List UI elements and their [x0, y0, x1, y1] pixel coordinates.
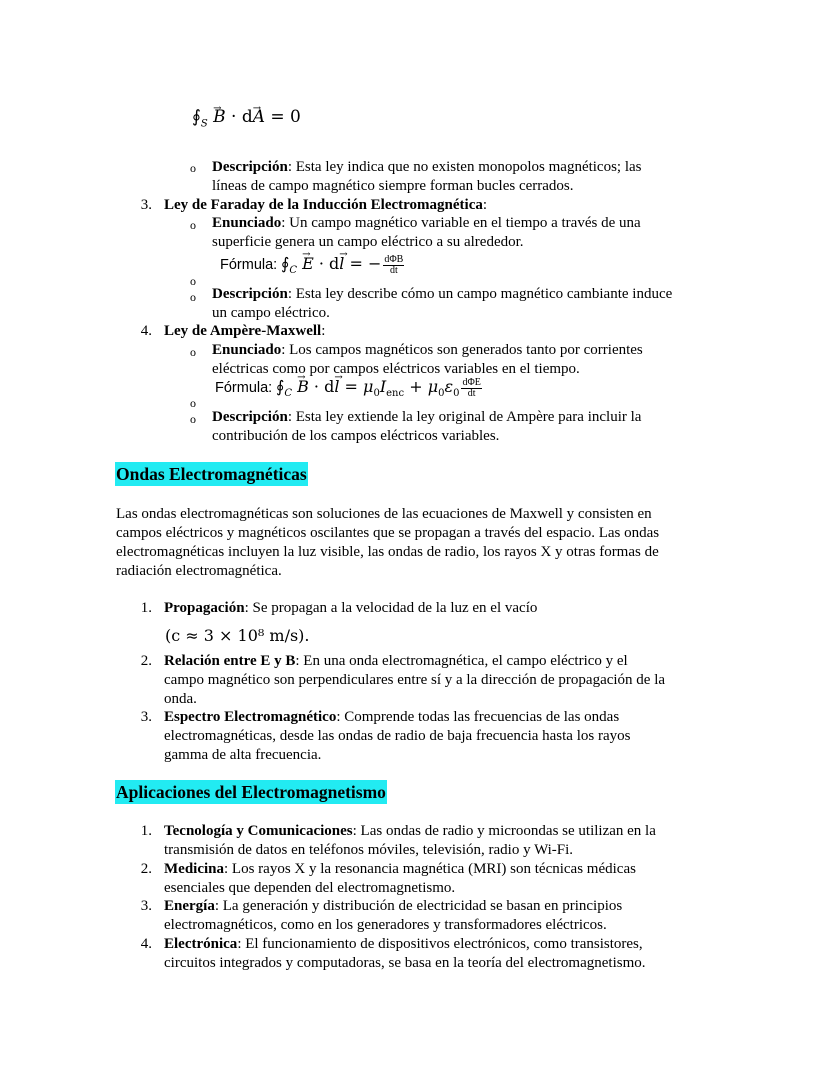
fraction: $\frac{\text{dΦE}}{dt}$: [462, 377, 481, 400]
ondas-intro-paragraph: Las ondas electromagnéticas son soluciones de las ecuaciones de Maxwell y consisten en campos eléctricos y magnéticos oscilantes que se propagan a través del espacio. Las ondas electromagnéticas incluyen la luz visible, las ondas de radio, los rayos X y otras formas de radiación electromagnética.: [116, 506, 660, 579]
fraction: $\frac{\text{dΦB}}{dt}$: [384, 254, 404, 277]
ampere-law-title: Ley de Ampère-Maxwell:: [164, 323, 326, 339]
aplicaciones-item-tecnologia: Tecnología y Comunicaciones: Las ondas de radio y microondas se utilizan en la transmisión de datos en teléfonos móviles, televisión, radio y Wi-Fi.: [164, 823, 656, 858]
list-number: 1.: [140, 823, 152, 839]
gauss-magnetism-formula: $∮_S \to B \cdot d\to A = 0$: [192, 108, 301, 133]
aplicaciones-item-electronica: Electrónica: El funcionamiento de dispositivos electrónicos, como transistores, circuitos integrados y computadoras, se basa en la teoría del electromagnetismo.: [164, 936, 646, 971]
list-bullet: o: [190, 274, 196, 288]
section-heading-aplicaciones: Aplicaciones del Electromagnetismo: [116, 782, 386, 802]
speed-of-light-formula: (c ≈ 3 × 10⁸ m/s).: [165, 626, 310, 645]
faraday-descripcion: Descripción: Esta ley describe cómo un campo magnético cambiante induce un campo eléctrico.: [212, 286, 673, 321]
list-bullet: o: [190, 396, 196, 410]
ondas-item-espectro: Espectro Electromagnético: Comprende todas las frecuencias de las ondas electromagnéticas, desde las ondas de radio de baja frecuencia hasta los rayos gamma de alta frecuencia.: [164, 709, 631, 763]
ondas-item-relacion: Relación entre E y B: En una onda electromagnética, el campo eléctrico y el campo magnético son perpendiculares entre sí y a la dirección de propagación de la onda.: [164, 653, 666, 707]
faraday-enunciado: Enunciado: Un campo magnético variable en el tiempo a través de una superficie genera un campo eléctrico a su alrededor.: [212, 215, 641, 250]
list-number: 2.: [140, 653, 152, 669]
list-bullet: o: [190, 412, 196, 426]
section-heading-ondas: Ondas Electromagnéticas: [116, 464, 307, 484]
list-number: 1.: [140, 600, 152, 616]
aplicaciones-item-medicina: Medicina: Los rayos X y la resonancia magnética (MRI) son técnicas médicas esenciales que dependen del electromagnetismo.: [164, 861, 636, 896]
faraday-law-title: Ley de Faraday de la Inducción Electromagnética:: [164, 197, 488, 213]
list-number: 3.: [140, 709, 152, 725]
ampere-formula: Fórmula: $∮_C \to B \cdot d\to l = \mu_0I_{enc} + \mu_0\varepsilon_0$ $\frac{\text{dΦE}}{dt}$: [215, 377, 484, 403]
list-bullet: o: [190, 290, 196, 304]
gauss-magnetism-description: Descripción: Esta ley indica que no existen monopolos magnéticos; las líneas de campo magnético siempre forman bucles cerrados.: [212, 159, 642, 194]
list-number: 4.: [140, 323, 152, 339]
list-number: 3.: [140, 898, 152, 914]
list-number: 3.: [140, 197, 152, 213]
list-bullet: o: [190, 161, 196, 175]
descripcion-label: Descripción: [212, 159, 288, 175]
list-bullet: o: [190, 218, 196, 232]
list-number: 4.: [140, 936, 152, 952]
list-bullet: o: [190, 345, 196, 359]
ampere-enunciado: Enunciado: Los campos magnéticos son generados tanto por corrientes eléctricas como por campos eléctricos variables en el tiempo.: [212, 342, 643, 377]
ampere-descripcion: Descripción: Esta ley extiende la ley original de Ampère para incluir la contribución de los campos eléctricos variables.: [212, 409, 642, 444]
list-number: 2.: [140, 861, 152, 877]
ondas-item-propagacion: Propagación: Se propagan a la velocidad de la luz en el vacío: [164, 600, 538, 616]
faraday-formula: Fórmula: $∮_C \to E \cdot d\to l$ = − $\frac{\text{dΦB}}{dt}$: [220, 254, 406, 280]
aplicaciones-item-energia: Energía: La generación y distribución de electricidad se basan en principios electromagnéticos, como en los generadores y transformadores eléctricos.: [164, 898, 623, 933]
